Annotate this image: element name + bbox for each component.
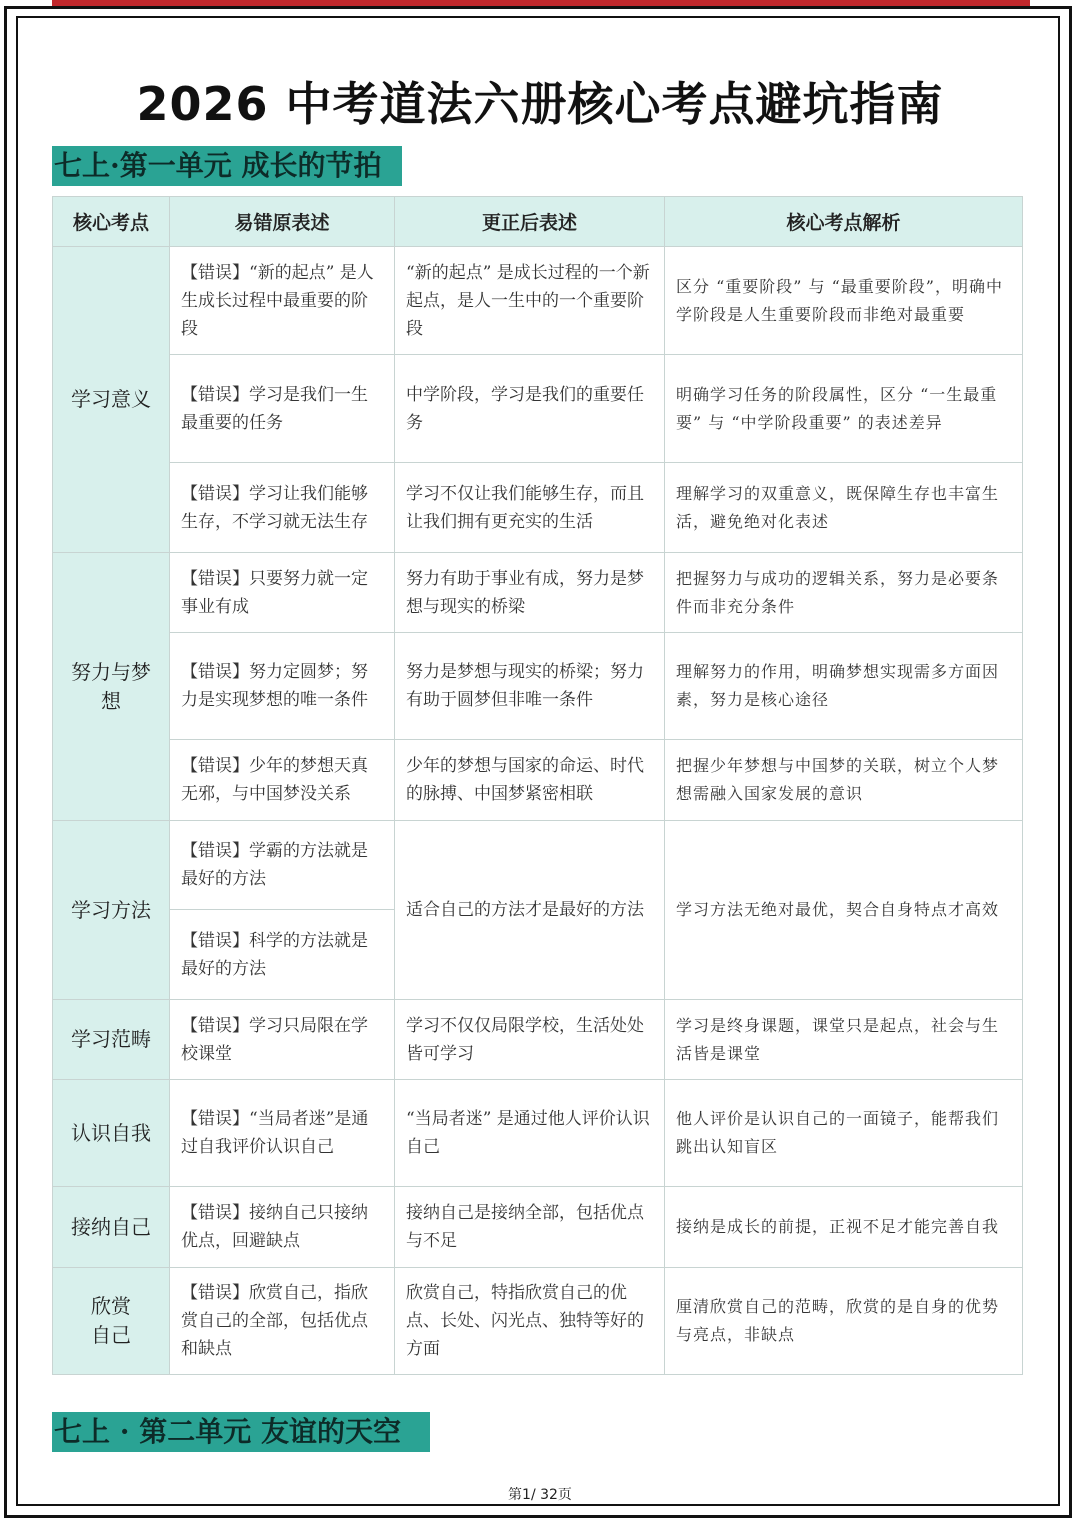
topic-cell: 学习方法 <box>53 821 170 1000</box>
column-header-analysis: 核心考点解析 <box>665 197 1023 247</box>
corrected-statement: 接纳自己是接纳全部，包括优点与不足 <box>395 1187 665 1268</box>
corrected-statement: 欣赏自己，特指欣赏自己的优点、长处、闪光点、独特等好的方面 <box>395 1268 665 1375</box>
topic-cell: 认识自我 <box>53 1080 170 1187</box>
table-row <box>53 633 1023 740</box>
corrected-statement: 少年的梦想与国家的命运、时代的脉搏、中国梦紧密相联 <box>395 740 665 821</box>
analysis-note: 把握少年梦想与中国梦的关联，树立个人梦想需融入国家发展的意识 <box>665 740 1023 821</box>
table-row <box>53 740 1023 821</box>
table-header-row <box>53 197 1023 247</box>
column-header-fixed: 更正后表述 <box>395 197 665 247</box>
topic-cell: 学习范畴 <box>53 1000 170 1080</box>
analysis-note: 厘清欣赏自己的范畴，欣赏的是自身的优势与亮点，非缺点 <box>665 1268 1023 1375</box>
topic-cell: 接纳自己 <box>53 1187 170 1268</box>
unit-heading-1: 七上·第一单元 成长的节拍 <box>52 146 402 186</box>
wrong-statement: 【错误】“新的起点” 是人生成长过程中最重要的阶段 <box>170 247 395 355</box>
wrong-statement: 【错误】少年的梦想天真无邪，与中国梦没关系 <box>170 740 395 821</box>
core-points-table <box>52 196 1023 1375</box>
wrong-statement: 【错误】“当局者迷”是通过自我评价认识自己 <box>170 1080 395 1187</box>
table-row <box>53 1187 1023 1268</box>
wrong-statement: 【错误】努力定圆梦；努力是实现梦想的唯一条件 <box>170 633 395 740</box>
table-row <box>53 1000 1023 1080</box>
corrected-statement: 努力有助于事业有成，努力是梦想与现实的桥梁 <box>395 553 665 633</box>
wrong-statement: 【错误】接纳自己只接纳优点，回避缺点 <box>170 1187 395 1268</box>
wrong-statement: 【错误】学习只局限在学校课堂 <box>170 1000 395 1080</box>
table-row <box>53 355 1023 463</box>
wrong-statement: 【错误】学霸的方法就是最好的方法 <box>170 821 395 910</box>
corrected-statement: 学习不仅仅局限学校，生活处处皆可学习 <box>395 1000 665 1080</box>
analysis-note: 区分 “重要阶段” 与 “最重要阶段”，明确中学阶段是人生重要阶段而非绝对最重要 <box>665 247 1023 355</box>
topic-cell: 学习意义 <box>53 247 170 553</box>
wrong-statement: 【错误】科学的方法就是最好的方法 <box>170 910 395 1000</box>
analysis-note: 学习方法无绝对最优，契合自身特点才高效 <box>665 821 1023 1000</box>
analysis-note: 接纳是成长的前提，正视不足才能完善自我 <box>665 1187 1023 1268</box>
topic-cell: 欣赏自己 <box>53 1268 170 1375</box>
corrected-statement: 中学阶段，学习是我们的重要任务 <box>395 355 665 463</box>
wrong-statement: 【错误】欣赏自己，指欣赏自己的全部，包括优点和缺点 <box>170 1268 395 1375</box>
analysis-note: 学习是终身课题，课堂只是起点，社会与生活皆是课堂 <box>665 1000 1023 1080</box>
table-row <box>53 1268 1023 1375</box>
topic-cell: 努力与梦想 <box>53 553 170 821</box>
table-row <box>53 247 1023 355</box>
analysis-note: 理解学习的双重意义，既保障生存也丰富生活，避免绝对化表述 <box>665 463 1023 553</box>
analysis-note: 理解努力的作用，明确梦想实现需多方面因素，努力是核心途径 <box>665 633 1023 740</box>
analysis-note: 把握努力与成功的逻辑关系，努力是必要条件而非充分条件 <box>665 553 1023 633</box>
table-row <box>53 463 1023 553</box>
corrected-statement: 学习不仅让我们能够生存，而且让我们拥有更充实的生活 <box>395 463 665 553</box>
unit-heading-2: 七上 · 第二单元 友谊的天空 <box>52 1412 430 1452</box>
corrected-statement: “当局者迷” 是通过他人评价认识自己 <box>395 1080 665 1187</box>
page-title: 2026 中考道法六册核心考点避坑指南 <box>136 77 944 131</box>
table-row <box>53 821 1023 910</box>
table-row <box>53 553 1023 633</box>
corrected-statement: 努力是梦想与现实的桥梁；努力有助于圆梦但非唯一条件 <box>395 633 665 740</box>
column-header-topic: 核心考点 <box>53 197 170 247</box>
analysis-note: 他人评价是认识自己的一面镜子，能帮我们跳出认知盲区 <box>665 1080 1023 1187</box>
page-number: 第1/ 32页 <box>508 1487 572 1503</box>
corrected-statement: 适合自己的方法才是最好的方法 <box>395 821 665 1000</box>
corrected-statement: “新的起点” 是成长过程的一个新起点，是人一生中的一个重要阶段 <box>395 247 665 355</box>
analysis-note: 明确学习任务的阶段属性，区分 “一生最重要” 与 “中学阶段重要” 的表述差异 <box>665 355 1023 463</box>
wrong-statement: 【错误】学习让我们能够生存，不学习就无法生存 <box>170 463 395 553</box>
column-header-wrong: 易错原表述 <box>170 197 395 247</box>
wrong-statement: 【错误】学习是我们一生最重要的任务 <box>170 355 395 463</box>
wrong-statement: 【错误】只要努力就一定事业有成 <box>170 553 395 633</box>
table-row <box>53 1080 1023 1187</box>
